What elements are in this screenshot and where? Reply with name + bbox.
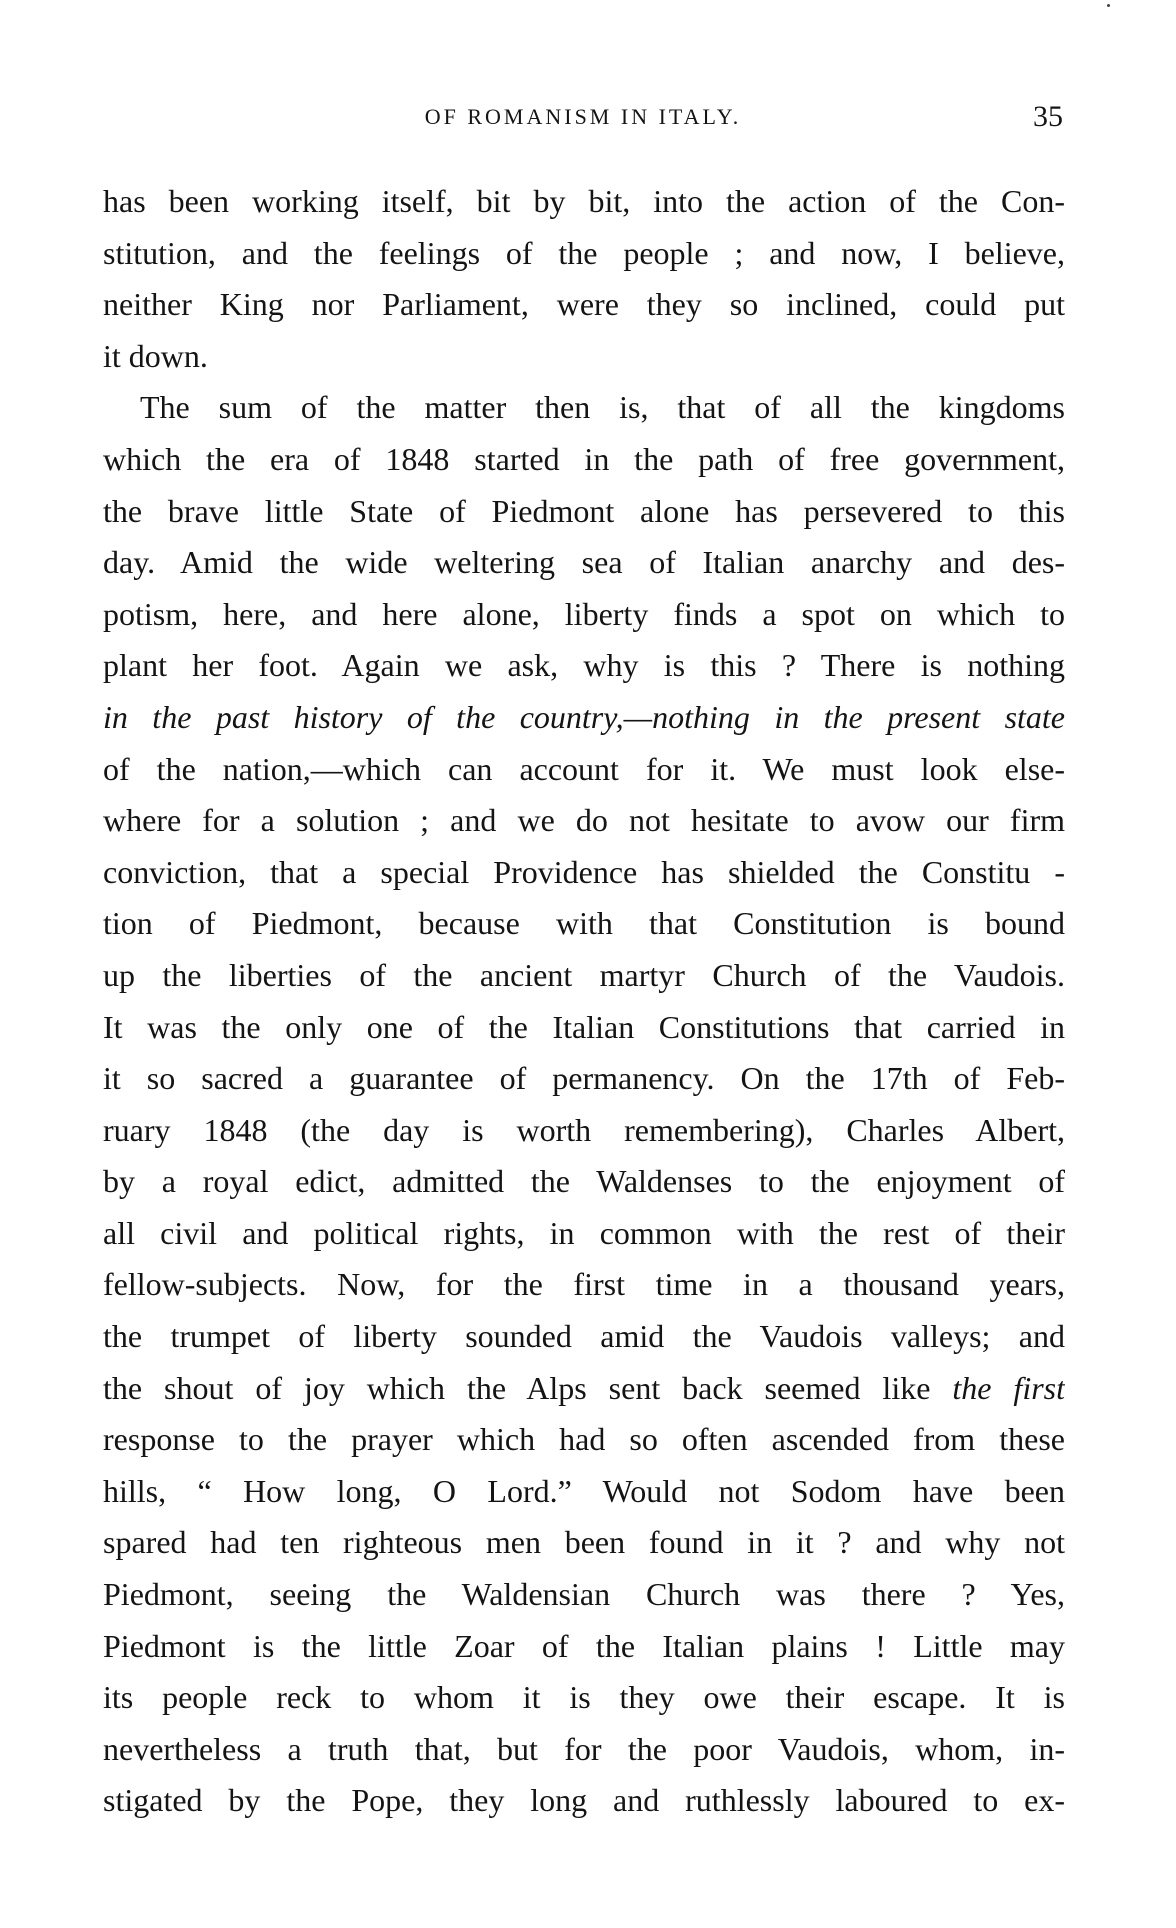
- text-line: [103, 1414, 1065, 1466]
- text-fragment: the trumpet of liberty sounded amid the Vaudois valleys; and: [103, 1318, 1065, 1355]
- page-number: 35: [1033, 100, 1063, 133]
- text-fragment: of the nation,—which can account for it. We must look else-: [103, 750, 1065, 787]
- text-fragment: day. Amid the wide weltering sea of Italian anarchy and des-: [103, 544, 1065, 581]
- text-line: [103, 1621, 1065, 1673]
- text-line: [103, 1002, 1065, 1054]
- text-line: [103, 331, 1065, 383]
- text-fragment: stigated by the Pope, they long and ruthlessly laboured to ex-: [103, 1782, 1065, 1819]
- text-fragment: up the liberties of the ancient martyr Church of the Vaudois.: [103, 956, 1065, 993]
- text-line: [103, 744, 1065, 796]
- text-line: [103, 847, 1065, 899]
- text-fragment: ruary 1848 (the day is worth remembering), Charles Albert,: [103, 1111, 1065, 1148]
- text-fragment: hills, “ How long, O Lord.” Would not Sodom have been: [103, 1472, 1065, 1509]
- text-fragment: it down.: [103, 337, 208, 374]
- text-fragment: spared had ten righteous men been found in it ? and why not: [103, 1524, 1065, 1561]
- text-line: [103, 950, 1065, 1002]
- text-line: [103, 1724, 1065, 1776]
- text-fragment: Piedmont, seeing the Waldensian Church was there ? Yes,: [103, 1576, 1065, 1613]
- text-fragment: where for a solution ; and we do not hesitate to avow our firm: [103, 802, 1065, 839]
- text-fragment: conviction, that a special Providence has shielded the Constitu -: [103, 853, 1065, 890]
- text-line: [103, 1259, 1065, 1311]
- text-line: [103, 279, 1065, 331]
- text-fragment: the brave little State of Piedmont alone has persevered to this: [103, 492, 1065, 529]
- text-fragment: response to the prayer which had so often ascended from these: [103, 1421, 1065, 1458]
- text-line: [103, 898, 1065, 950]
- text-fragment: all civil and political rights, in common with the rest of their: [103, 1214, 1065, 1251]
- text-fragment: The sum of the matter then is, that of all the kingdoms: [140, 389, 1065, 426]
- text-line: [103, 228, 1065, 280]
- text-line: [103, 640, 1065, 692]
- text-line: [103, 1466, 1065, 1518]
- text-line: [103, 589, 1065, 641]
- text-fragment: fellow-subjects. Now, for the first time in a thousand years,: [103, 1266, 1065, 1303]
- running-head: [103, 100, 1063, 144]
- text-line: [103, 1517, 1065, 1569]
- body-text: [103, 176, 1065, 1827]
- text-fragment: its people reck to whom it is they owe their escape. It is: [103, 1679, 1065, 1716]
- text-fragment: It was the only one of the Italian Constitutions that carried in: [103, 1008, 1065, 1045]
- text-fragment: by a royal edict, admitted the Waldenses to the enjoyment of: [103, 1163, 1065, 1200]
- text-line: [103, 1105, 1065, 1157]
- text-fragment: nevertheless a truth that, but for the poor Vaudois, whom, in-: [103, 1730, 1065, 1767]
- text-fragment: potism, here, and here alone, liberty finds a spot on which to: [103, 595, 1065, 632]
- text-fragment: the shout of joy which the Alps sent back seemed like: [103, 1369, 953, 1406]
- text-fragment: plant her foot. Again we ask, why is this ? There is nothing: [103, 647, 1065, 684]
- text-line: [103, 795, 1065, 847]
- text-line: [103, 1053, 1065, 1105]
- text-line: [103, 382, 1065, 434]
- text-fragment: Piedmont is the little Zoar of the Italian plains ! Little may: [103, 1627, 1065, 1664]
- text-line: [103, 1208, 1065, 1260]
- text-line: [103, 1156, 1065, 1208]
- text-line: [103, 176, 1065, 228]
- print-speck: [1107, 4, 1110, 7]
- text-line: [103, 1672, 1065, 1724]
- running-title: OF ROMANISM IN ITALY.: [424, 104, 742, 129]
- text-fragment: which the era of 1848 started in the path of free government,: [103, 440, 1065, 477]
- italic-fragment: in the past history of the country,—nothing in the present state: [103, 698, 1065, 735]
- text-line: [103, 537, 1065, 589]
- text-fragment: stitution, and the feelings of the people ; and now, I believe,: [103, 234, 1065, 271]
- text-fragment: neither King nor Parliament, were they so inclined, could put: [103, 286, 1065, 323]
- text-line: [103, 1775, 1065, 1827]
- text-line: [103, 1363, 1065, 1415]
- text-fragment: it so sacred a guarantee of permanency. On the 17th of Feb-: [103, 1060, 1065, 1097]
- text-line: [103, 1569, 1065, 1621]
- text-line: [103, 692, 1065, 744]
- text-fragment: tion of Piedmont, because with that Constitution is bound: [103, 905, 1065, 942]
- text-line: [103, 434, 1065, 486]
- text-line: [103, 1311, 1065, 1363]
- italic-fragment: the first: [952, 1369, 1065, 1406]
- text-line: [103, 486, 1065, 538]
- text-fragment: has been working itself, bit by bit, into the action of the Con-: [103, 183, 1065, 219]
